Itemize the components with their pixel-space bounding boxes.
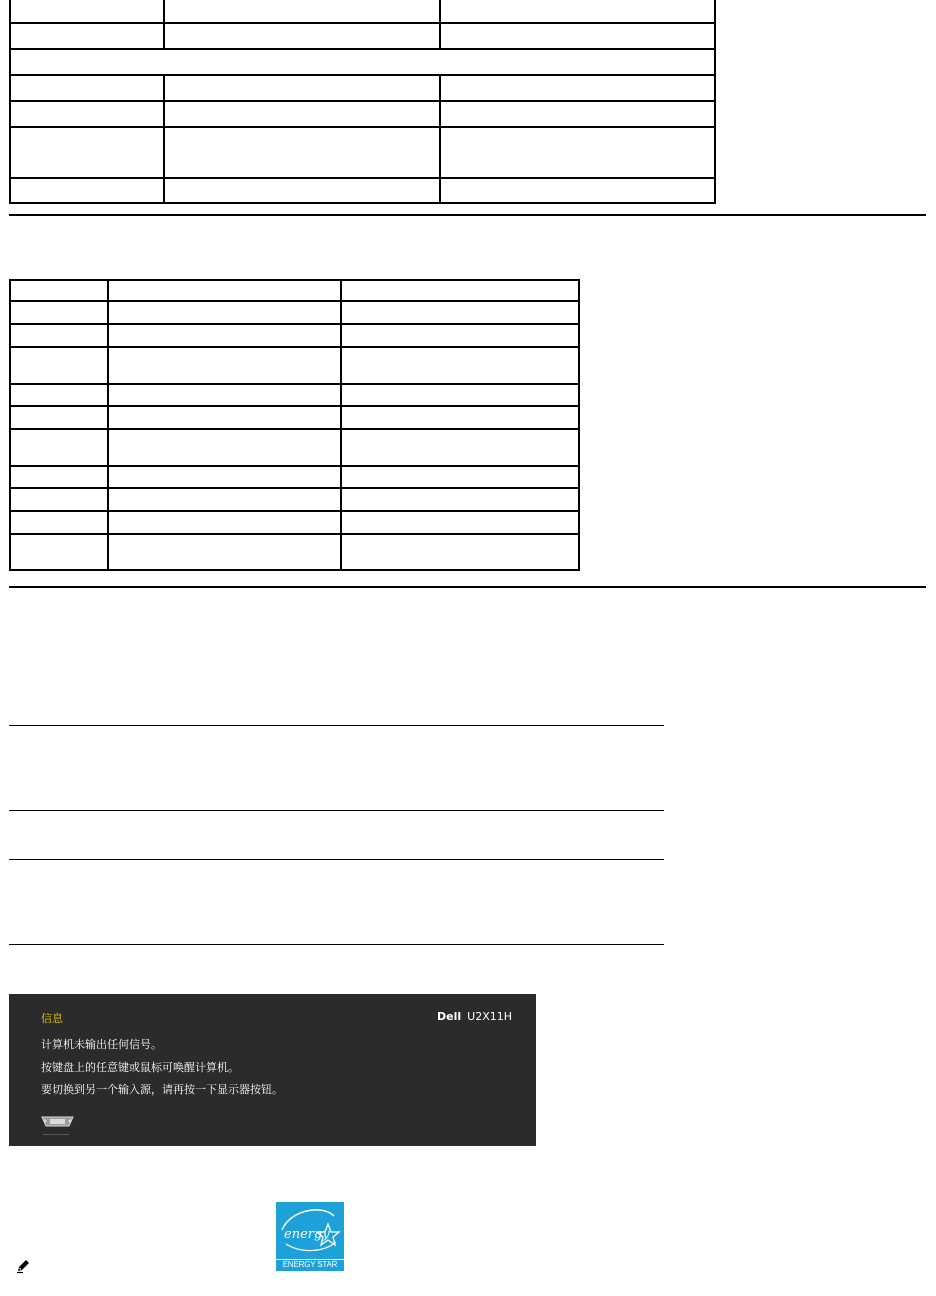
energy-star-script: energy xyxy=(284,1227,330,1242)
table-row xyxy=(10,301,579,324)
section-divider xyxy=(9,586,926,588)
table-row xyxy=(10,347,579,384)
energy-star-logo xyxy=(276,1202,344,1271)
vga-connector-icon xyxy=(41,1114,74,1128)
pencil-note-icon xyxy=(15,1258,31,1274)
list-divider xyxy=(9,810,664,811)
osd-model: U2X11H xyxy=(467,1010,512,1023)
list-divider xyxy=(9,859,664,860)
table-row xyxy=(10,101,715,127)
table-row xyxy=(10,23,715,49)
table-row xyxy=(10,384,579,406)
table-row xyxy=(10,178,715,203)
table-row xyxy=(10,280,579,301)
table-row xyxy=(10,429,579,466)
specifications-table-top xyxy=(9,0,716,204)
table-row xyxy=(10,75,715,101)
osd-message-line: 按键盘上的任意键或鼠标可唤醒计算机。 xyxy=(41,1061,239,1074)
list-divider xyxy=(9,725,664,726)
table-row xyxy=(10,488,579,511)
table-row xyxy=(10,324,579,347)
table-row xyxy=(10,49,715,75)
energy-star-label: ENERGY STAR xyxy=(276,1259,344,1270)
section-divider xyxy=(9,214,926,216)
osd-message-line: 计算机未输出任何信号。 xyxy=(41,1038,162,1051)
table-row xyxy=(10,0,715,23)
osd-message-panel xyxy=(9,994,536,1146)
table-row xyxy=(10,511,579,534)
specifications-table-middle xyxy=(9,279,580,571)
list-divider xyxy=(9,944,664,945)
osd-brand-name: Dell xyxy=(437,1010,462,1023)
table-row xyxy=(10,127,715,178)
osd-message-line: 要切换到另一个输入源，请再按一下显示器按钮。 xyxy=(41,1083,283,1096)
energy-star-icon xyxy=(276,1202,344,1260)
osd-connector-underline xyxy=(43,1134,69,1135)
table-row xyxy=(10,406,579,429)
table-row xyxy=(10,466,579,488)
osd-brand xyxy=(437,1010,512,1023)
table-row xyxy=(10,534,579,570)
osd-title: 信息 xyxy=(41,1012,63,1025)
